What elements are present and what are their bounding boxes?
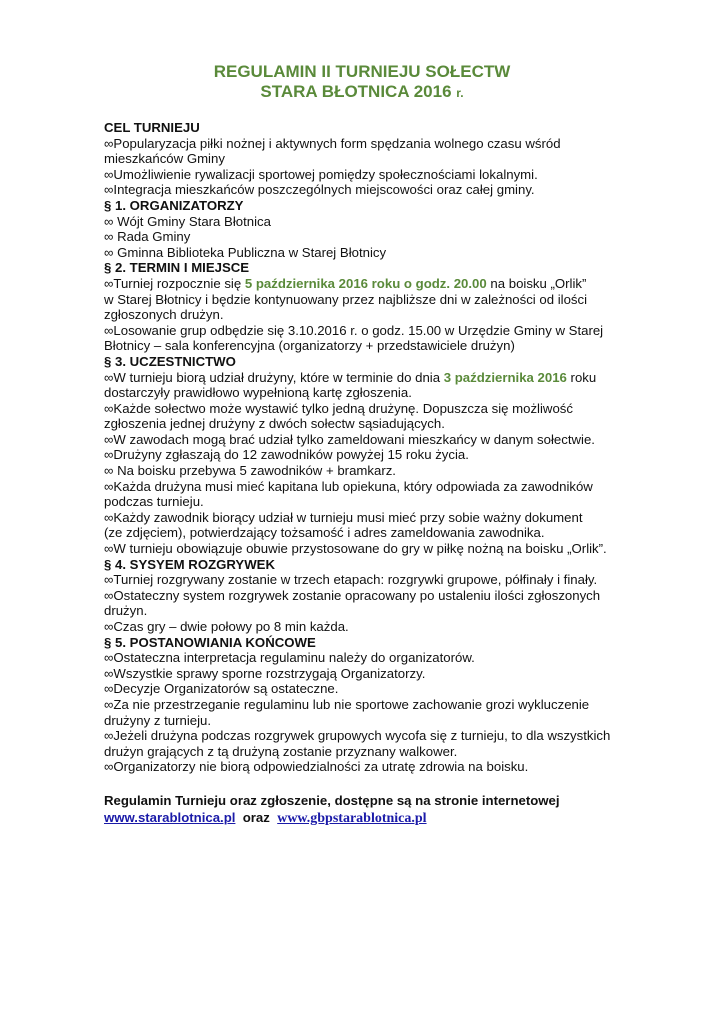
bullet-icon: ∞ [104, 182, 114, 198]
list-item-cont: zgłoszenia jednej drużyny z dwóch sołectw sąsiadujących. [104, 416, 445, 432]
list-item: ∞Za nie przestrzeganie regulaminu lub nie sportowe zachowanie grozi wykluczenie [104, 696, 590, 712]
bullet-icon: ∞ [104, 322, 114, 338]
bullet-icon: ∞ [104, 447, 114, 463]
title-suffix: r. [456, 86, 464, 100]
list-item: ∞W turnieju obowiązuje obuwie przystosowane do gry w piłkę nożną na boisku „Orlik”. [104, 541, 607, 557]
list-item: ∞W zawodach mogą brać udział tylko zameldowani mieszkańcy w danym sołectwie. [104, 431, 595, 447]
list-item: ∞Każdy zawodnik biorący udział w turnieju musi mieć przy sobie ważny dokument [104, 509, 583, 525]
heading-s2: § 2. TERMIN I MIEJSCE [104, 260, 250, 276]
list-item: ∞Organizatorzy nie biorą odpowiedzialności za utratę zdrowia na boisku. [104, 759, 529, 775]
list-item: ∞Każde sołectwo może wystawić tylko jedną drużynę. Dopuszcza się możliwość [104, 400, 573, 416]
heading-s1: § 1. ORGANIZATORZY [104, 197, 244, 213]
footer-links [104, 810, 704, 827]
list-item: ∞Czas gry – dwie połowy po 8 min każda. [104, 619, 349, 634]
list-item: ∞ Wójt Gminy Stara Błotnica [104, 213, 271, 229]
list-item: ∞ Na boisku przebywa 5 zawodników + bramkarz. [104, 463, 396, 479]
link-starablotnica[interactable]: www.starablotnica.pl [104, 810, 236, 826]
heading-s5: § 5. POSTANOWIANIA KOŃCOWE [104, 634, 316, 650]
bullet-icon: ∞ [104, 728, 114, 744]
title-main: STARA BŁOTNICA 2016 [260, 82, 457, 101]
list-item: ∞Wszystkie sprawy sporne rozstrzygają Organizatorzy. [104, 665, 426, 681]
list-item: ∞Drużyny zgłaszają do 12 zawodników powyżej 15 roku życia. [104, 447, 469, 463]
heading-s3: § 3. UCZESTNICTWO [104, 353, 236, 369]
bullet-icon: ∞ [104, 541, 114, 557]
bullet-icon: ∞ [104, 244, 114, 260]
bullet-icon: ∞ [104, 463, 114, 479]
list-item-cont: mieszkańców Gminy [104, 151, 225, 167]
title-line-2 [0, 82, 724, 103]
date-highlight: 5 października 2016 roku o godz. 20.00 [244, 275, 487, 291]
list-item-cont: drużyn grających z tą drużyną zostanie przyznany walkower. [104, 743, 458, 759]
list-item: ∞Każda drużyna musi mieć kapitana lub opiekuna, który odpowiada za zawodników [104, 478, 593, 494]
list-item: ∞ Rada Gminy [104, 229, 191, 245]
list-item-cont: dostarczyły prawidłowo wypełnioną kartę zgłoszenia. [104, 385, 412, 401]
bullet-icon: ∞ [104, 665, 114, 681]
heading-cel: CEL TURNIEJU [104, 120, 200, 135]
list-item: ∞Ostateczny system rozgrywek zostanie opracowany po ustaleniu ilości zgłoszonych [104, 587, 601, 603]
footer-oraz: oraz [235, 810, 278, 826]
bullet-icon: ∞ [104, 229, 114, 245]
list-item: ∞Popularyzacja piłki nożnej i aktywnych form spędzania wolnego czasu wśród [104, 135, 561, 151]
list-item-cont: w Starej Błotnicy i będzie kontynuowany przez najbliższe dni w zależności od ilości [104, 291, 588, 307]
list-item-cont: zgłoszonych drużyn. [104, 307, 224, 323]
bullet-icon: ∞ [104, 587, 114, 603]
bullet-icon: ∞ [104, 431, 114, 447]
list-item: ∞Ostateczna interpretacja regulaminu należy do organizatorów. [104, 650, 475, 666]
bullet-icon: ∞ [104, 213, 114, 229]
bullet-icon: ∞ [104, 478, 114, 494]
bullet-icon: ∞ [104, 696, 114, 712]
link-gbpstarablotnica[interactable]: www.gbpstarablotnica.pl [277, 811, 427, 827]
list-item-cont: drużyny z turnieju. [104, 712, 212, 728]
list-item: ∞Turniej rozpocznie się 5 października 2016 roku o godz. 20.00 na boisku „Orlik” [104, 275, 587, 291]
list-item: ∞Integracja mieszkańców poszczególnych miejscowości oraz całej gminy. [104, 182, 535, 198]
heading-s4: § 4. SYSYEM ROZGRYWEK [104, 556, 275, 572]
list-item-cont: podczas turnieju. [104, 494, 204, 510]
bullet-icon: ∞ [104, 509, 114, 525]
document-body [104, 120, 704, 827]
list-item-cont: drużyn. [104, 603, 148, 619]
list-item: ∞ Gminna Biblioteka Publiczna w Starej Błotnicy [104, 244, 387, 260]
title-line-1: REGULAMIN II TURNIEJU SOŁECTW [213, 62, 511, 81]
bullet-icon: ∞ [104, 681, 114, 697]
list-item: ∞Jeżeli drużyna podczas rozgrywek grupowych wycofa się z turnieju, to dla wszystkich [104, 728, 611, 744]
list-item: ∞Turniej rozgrywany zostanie w trzech etapach: rozgrywki grupowe, półfinały i finały. [104, 572, 598, 588]
bullet-icon: ∞ [104, 400, 114, 416]
bullet-icon: ∞ [104, 572, 114, 588]
bullet-icon: ∞ [104, 369, 114, 385]
list-item: ∞Decyzje Organizatorów są ostateczne. [104, 681, 339, 697]
date-highlight: 3 października 2016 [443, 369, 567, 385]
bullet-icon: ∞ [104, 619, 114, 634]
bullet-icon: ∞ [104, 759, 114, 775]
bullet-icon: ∞ [104, 135, 114, 151]
list-item-cont: (ze zdjęciem), potwierdzający tożsamość i adres zameldowania zawodnika. [104, 525, 545, 541]
footer-text: Regulamin Turnieju oraz zgłoszenie, dostępne są na stronie internetowej [104, 792, 560, 808]
list-item: ∞Umożliwienie rywalizacji sportowej pomiędzy społecznościami lokalnymi. [104, 166, 538, 182]
list-item-cont: Błotnicy – sala konferencyjna (organizatorzy + przedstawiciele drużyn) [104, 338, 515, 354]
bullet-icon: ∞ [104, 275, 114, 291]
list-item: ∞Losowanie grup odbędzie się 3.10.2016 r. o godz. 15.00 w Urzędzie Gminy w Starej [104, 322, 604, 338]
bullet-icon: ∞ [104, 166, 114, 182]
list-item: ∞W turnieju biorą udział drużyny, które w terminie do dnia 3 października 2016 roku [104, 369, 597, 385]
bullet-icon: ∞ [104, 650, 114, 666]
